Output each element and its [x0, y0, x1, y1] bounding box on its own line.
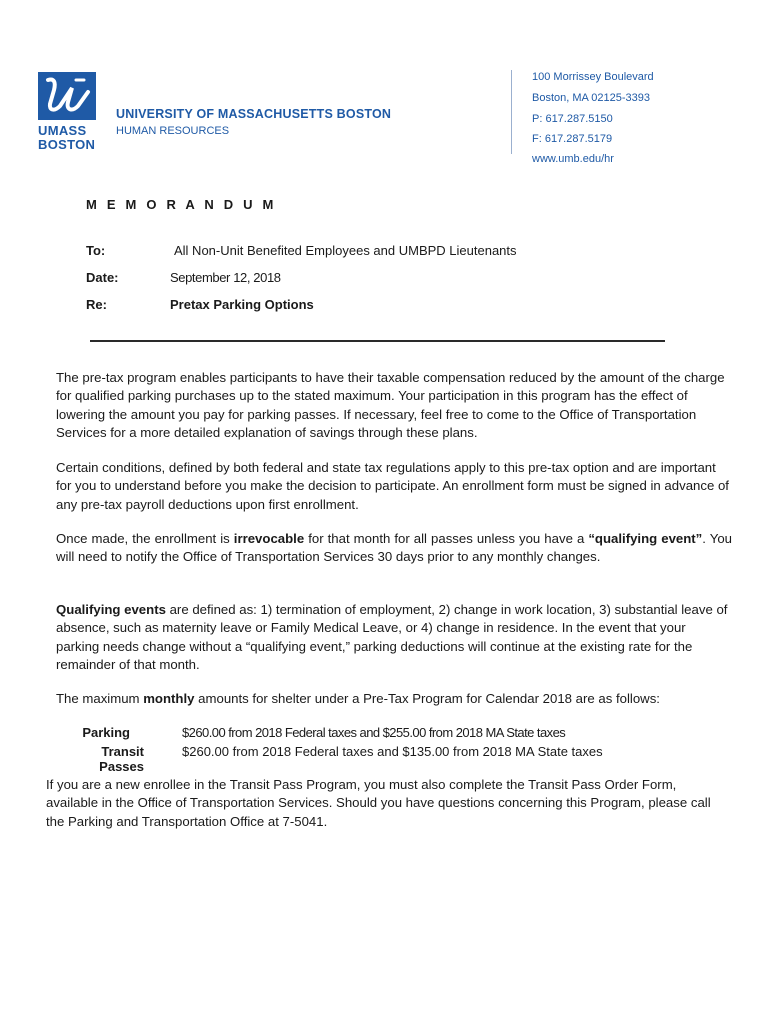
paragraph-enrollment-text [56, 530, 732, 567]
paragraph-qualifying-events [56, 601, 732, 675]
address-phone: P: 617.287.5150 [532, 113, 613, 125]
re-value: Pretax Parking Options [170, 297, 314, 312]
memo-title: M E M O R A N D U M [86, 197, 277, 212]
enrollment-text-a: Once made, the enrollment is [56, 531, 234, 546]
paragraph-qualifying-events-text [56, 601, 732, 675]
logo-text-umass: UMASS [38, 123, 87, 138]
enrollment-text-e: . You will need to notify the Office of Transportation Services 30 days prior to any monthly changes. [56, 531, 732, 565]
address-divider [511, 70, 512, 154]
monthly-text: monthly [143, 691, 195, 706]
paragraph-conditions [56, 459, 732, 514]
address-street: 100 Morrissey Boulevard [532, 71, 654, 83]
paragraph-conditions-text: Certain conditions, defined by both federal and state tax regulations apply to this pre-tax option and are important for you to understand before you make the decision to participate. An enrollment form must be signed in advance of any pre-tax payroll deductions upon first enrollment. [56, 460, 729, 512]
logo-text-boston: BOSTON [38, 137, 96, 152]
to-label: To: [86, 243, 106, 258]
paragraph-pretax-program [56, 369, 732, 443]
paragraph-maximum-amounts-text [56, 690, 732, 708]
umass-logo-icon [38, 72, 96, 120]
department-name: HUMAN RESOURCES [116, 125, 230, 137]
header-divider [90, 340, 665, 342]
rate-value-transit: $260.00 from 2018 Federal taxes and $135.00 from 2018 MA State taxes [182, 744, 603, 759]
maximum-text-a: The maximum [56, 691, 144, 706]
date-label: Date: [86, 270, 119, 285]
rate-label-parking: Parking [82, 725, 130, 740]
rate-value-parking: $260.00 from 2018 Federal taxes and $255.00 from 2018 MA State taxes [182, 725, 566, 740]
to-value: All Non-Unit Benefited Employees and UMBPD Lieutenants [174, 243, 517, 258]
paragraph-enrollment [56, 530, 732, 567]
paragraph-new-enrollee-text: If you are a new enrollee in the Transit Pass Program, you must also complete the Transit Pass Order Form, available in the Office of Transportation Services. Should you have questions concerning this Program, please call the Parking and Transportation Office at 7-5041. [46, 777, 711, 829]
rate-label-transit: Transit Passes [99, 744, 144, 774]
enrollment-text-c: for that month for all passes unless you have a [304, 531, 589, 546]
paragraph-new-enrollee [46, 776, 726, 831]
address-city: Boston, MA 02125-3393 [532, 92, 651, 104]
irrevocable-text: irrevocable [233, 531, 305, 546]
qualifying-events-body: are defined as: 1) termination of employment, 2) change in work location, 3) substantial leave of absence, such as maternity leave or Family Medical Leave, or 4) change in residence. In the event that your parking needs change without a “qualifying event,” parking deductions will continue at the existing rate for the remainder of that month. [56, 602, 728, 673]
date-value: September 12, 2018 [170, 270, 281, 285]
qualifying-event-text: “qualifying event” [588, 531, 703, 546]
paragraph-pretax-program-text: The pre-tax program enables participants to have their taxable compensation reduced by the amount of the charge for qualified parking purchases up to the stated maximum. Your participation in this program has the effect of lowering the amount you pay for parking passes. If necessary, feel free to come to the Office of Transportation Services for a more detailed explanation of savings through these plans. [56, 370, 725, 441]
address-fax: F: 617.287.5179 [532, 133, 613, 145]
qualifying-events-heading: Qualifying events [56, 602, 166, 617]
address-website: www.umb.edu/hr [532, 153, 614, 165]
maximum-text-c: amounts for shelter under a Pre-Tax Program for Calendar 2018 are as follows: [194, 691, 660, 706]
paragraph-maximum-amounts [56, 690, 732, 708]
university-name: UNIVERSITY OF MASSACHUSETTS BOSTON [116, 107, 392, 121]
re-label: Re: [86, 297, 107, 312]
